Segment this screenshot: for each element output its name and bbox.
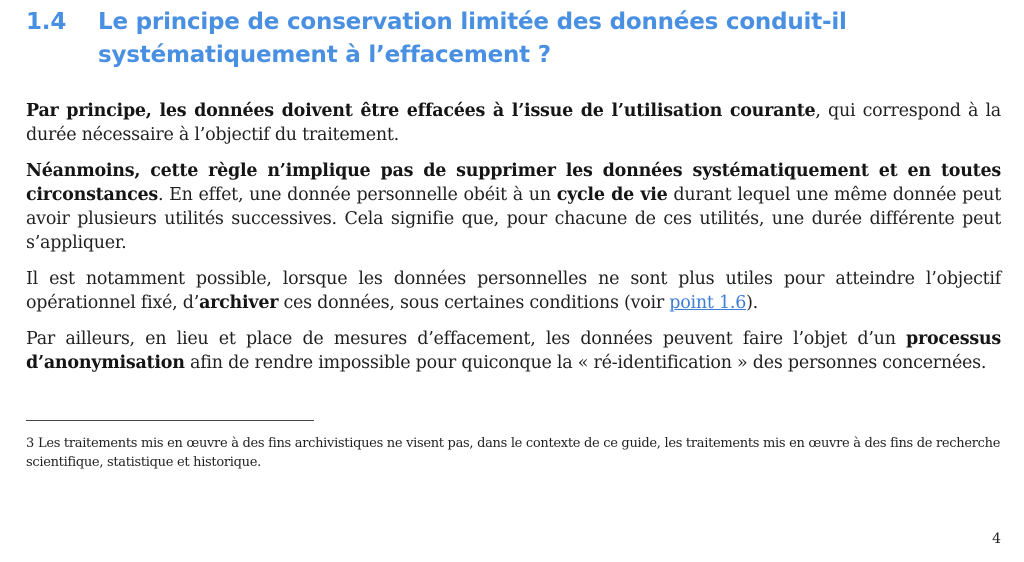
text-run: durant lequel une même donnée peut avoir plusieurs utilités successives. Cela signifie que, pour chacune de ces utilités, une durée différente peut s’appliquer. bbox=[26, 185, 1001, 253]
text-run: ces données, sous certaines conditions (voir bbox=[278, 293, 670, 313]
bold-text: archiver bbox=[199, 293, 279, 313]
paragraph-exception bbox=[26, 159, 1001, 255]
bold-text: processus d’anonymisation bbox=[26, 329, 1001, 373]
text-run: ). bbox=[746, 293, 758, 313]
text-run: , qui correspond à la durée nécessaire à l’objectif du traitement. bbox=[26, 101, 1001, 145]
section-heading bbox=[26, 6, 1006, 72]
section-title: Le principe de conservation limitée des données conduit-il systématiquement à l’effacement ? bbox=[98, 9, 847, 68]
bold-text: Néanmoins, cette règle n’implique pas de supprimer les données systématiquement et en toutes circonstances bbox=[26, 161, 1001, 205]
bold-text: Par principe, les données doivent être effacées à l’issue de l’utilisation courante bbox=[26, 101, 816, 121]
footnote bbox=[26, 434, 1001, 472]
text-run: Il est notamment possible, lorsque les données personnelles ne sont plus utiles pour atteindre l’objectif opérationnel fixé, d’ bbox=[26, 269, 1001, 313]
bold-text: cycle de vie bbox=[556, 185, 668, 205]
section-number: 1.4 bbox=[26, 9, 67, 35]
point-link[interactable]: point 1.6 bbox=[669, 293, 747, 313]
footnote-number: 3 bbox=[26, 436, 34, 451]
text-run: Par ailleurs, en lieu et place de mesures d’effacement, les données peuvent faire l’objet d’un bbox=[26, 329, 907, 349]
body-text bbox=[26, 99, 1001, 387]
paragraph-anonymisation bbox=[26, 327, 1001, 375]
paragraph-principle bbox=[26, 99, 1001, 147]
text-run: . En effet, une donnée personnelle obéit à un bbox=[157, 185, 557, 205]
text-run: afin de rendre impossible pour quiconque la « ré-identification » des personnes concernées. bbox=[184, 353, 987, 373]
page-number: 4 bbox=[992, 531, 1001, 547]
footnote-divider bbox=[26, 420, 314, 421]
footnote-text: Les traitements mis en œuvre à des fins archivistiques ne visent pas, dans le contexte de ce guide, les traitements mis en œuvre à des fins de recherche scientifique, statistique et historique. bbox=[26, 436, 1001, 470]
paragraph-archiving bbox=[26, 267, 1001, 315]
